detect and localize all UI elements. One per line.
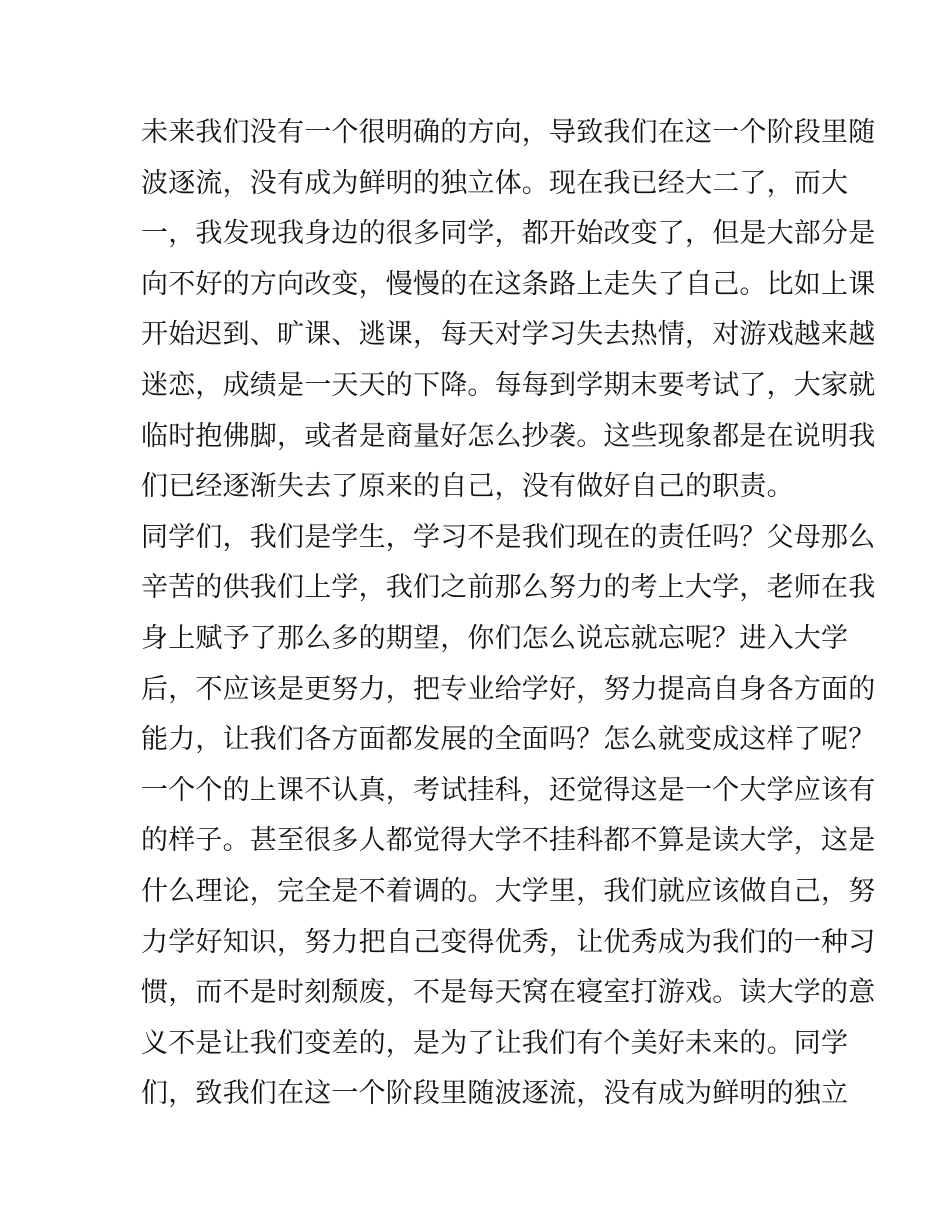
text-line-8: 们已经逐渐失去了原来的自己，没有做好自己的职责。 <box>141 471 794 503</box>
text-line-14: 一个个的上课不认真，考试挂科，还觉得这是一个大学应该有 <box>141 774 876 806</box>
text-line-5: 开始迟到、旷课、逃课，每天对学习失去热情，对游戏越来越 <box>141 319 876 351</box>
text-line-4: 向不好的方向改变，慢慢的在这条路上走失了自己。比如上课 <box>141 268 876 300</box>
text-line-10: 辛苦的供我们上学，我们之前那么努力的考上大学，老师在我 <box>141 572 876 604</box>
text-line-13: 能力，让我们各方面都发展的全面吗？怎么就变成这样了呢？ <box>141 724 876 756</box>
text-line-6: 迷恋，成绩是一天天的下降。每每到学期末要考试了，大家就 <box>141 369 876 401</box>
text-line-19: 义不是让我们变差的，是为了让我们有个美好未来的。同学 <box>141 1027 849 1059</box>
body-text <box>141 108 876 1120</box>
text-line-18: 惯，而不是时刻颓废，不是每天窝在寝室打游戏。读大学的意 <box>141 977 876 1009</box>
text-line-16: 什么理论，完全是不着调的。大学里，我们就应该做自己，努 <box>141 875 876 907</box>
text-line-12: 后，不应该是更努力，把专业给学好，努力提高自身各方面的 <box>141 673 876 705</box>
text-line-20: 们，致我们在这一个阶段里随波逐流，没有成为鲜明的独立 <box>141 1078 849 1110</box>
text-line-3: 一，我发现我身边的很多同学，都开始改变了，但是大部分是 <box>141 218 876 250</box>
text-line-17: 力学好知识，努力把自己变得优秀，让优秀成为我们的一种习 <box>141 926 876 958</box>
text-line-11: 身上赋予了那么多的期望，你们怎么说忘就忘呢？进入大学 <box>141 622 849 654</box>
text-line-15: 的样子。甚至很多人都觉得大学不挂科都不算是读大学，这是 <box>141 825 876 857</box>
text-line-1: 未来我们没有一个很明确的方向，导致我们在这一个阶段里随 <box>141 117 876 148</box>
text-line-2: 波逐流，没有成为鲜明的独立体。现在我已经大二了，而大 <box>141 167 849 199</box>
text-line-7: 临时抱佛脚，或者是商量好怎么抄袭。这些现象都是在说明我 <box>141 420 876 452</box>
text-line-9: 同学们，我们是学生，学习不是我们现在的责任吗？父母那么 <box>141 521 876 553</box>
